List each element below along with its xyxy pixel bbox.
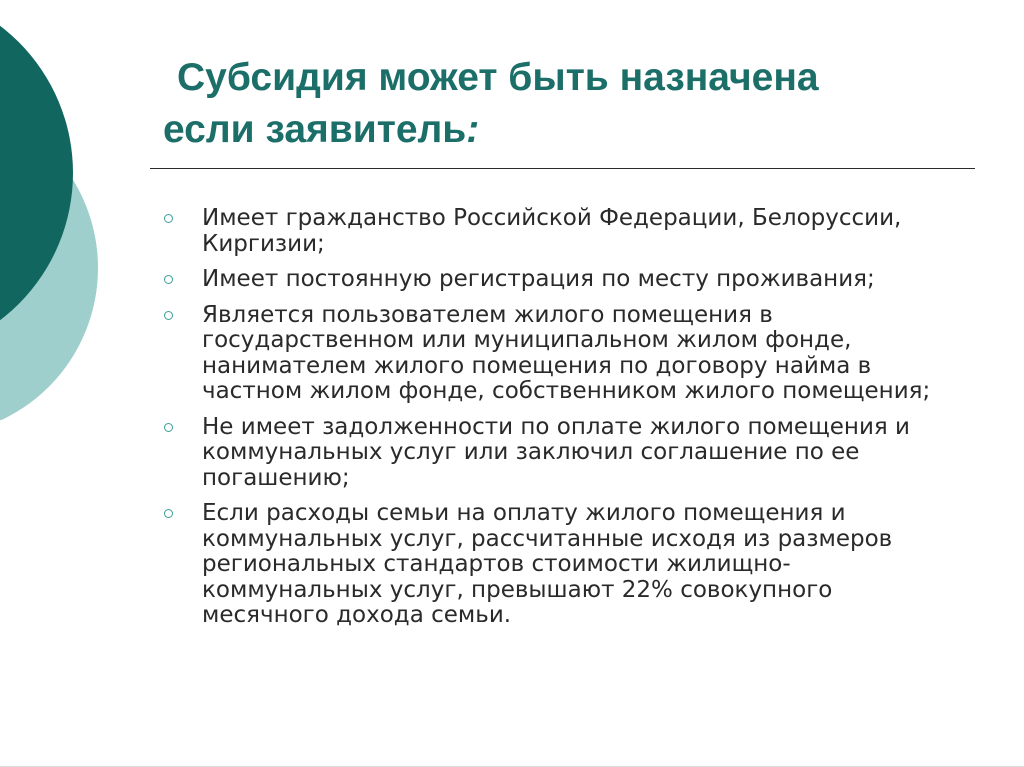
- bullet-text: Имеет гражданство Российской Федерации, Белоруссии, Киргизии;: [202, 205, 902, 257]
- title-line-1: Субсидия может быть назначена: [177, 56, 819, 99]
- title-divider: [150, 168, 975, 169]
- bullet-text: Не имеет задолженности по оплате жилого помещения и коммунальных услуг или заключил соглашение по ее погашению;: [202, 413, 910, 491]
- circle-bullet-icon: [164, 423, 173, 432]
- bullet-item: [160, 267, 960, 293]
- bullet-item: [160, 206, 960, 257]
- bullet-text: Если расходы семьи на оплату жилого помещения и коммунальных услуг, рассчитанные исходя из размеров региональных стандартов стоимости жилищно-коммунальных услуг, превышают 22% совокупного месячного дохода семьи.: [202, 500, 893, 628]
- bullet-item: [160, 415, 960, 492]
- title-line-2: [163, 104, 983, 156]
- circle-bullet-icon: [164, 311, 173, 320]
- circle-bullet-icon: [164, 509, 173, 518]
- bullet-text: Имеет постоянную регистрация по месту проживания;: [202, 266, 875, 292]
- circle-bullet-icon: [164, 275, 173, 284]
- slide-title: [163, 52, 983, 156]
- circle-bullet-icon: [164, 214, 173, 223]
- decorative-circles: [0, 0, 120, 420]
- bullet-text: Является пользователем жилого помещения в государственном или муниципальном жилом фонде, нанимателем жилого помещения по договору найма в частном жилом фонде, собственником жилого помещения;: [202, 301, 931, 404]
- title-colon: :: [466, 108, 480, 151]
- bullet-item: [160, 303, 960, 405]
- title-line-2-text: если заявитель: [163, 108, 467, 151]
- bullet-list: [160, 206, 960, 639]
- bullet-item: [160, 501, 960, 629]
